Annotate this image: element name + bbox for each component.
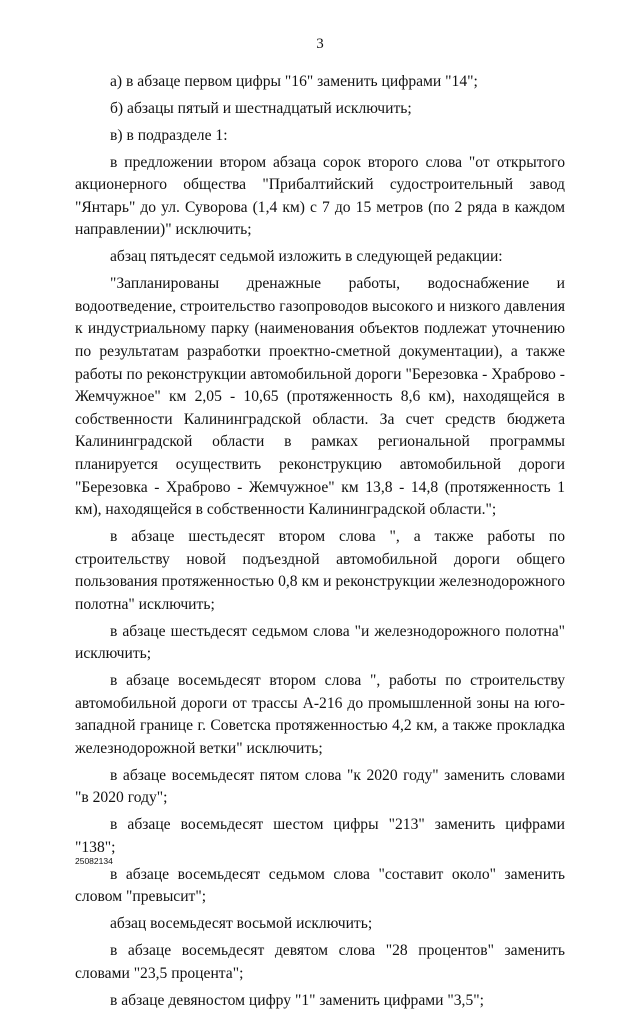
paragraph-88: абзац восемьдесят восьмой исключить; (110, 915, 373, 933)
paragraph-57-new-text: "Запланированы дренажные работы, водоснабжение и водоотведение, строительство газопроводов высокого и низкого давления к индустриальному парку (наименования объектов подлежат уточнению по результатам разработки проектно-сметной документации), а также работы по реконструкции автомобильной дороги "Березовка - Храброво - Жемчужное" км 2,05 - 10,65 (протяженность 8,6 км), находящейся в собственности Калининградской области. За счет средств бюджета Калининградской области в рамках региональной программы планируется осуществить реконструкцию автомобильной дороги "Березовка - Храброво - Жемчужное" км 13,8 - 14,8 (протяженность 1 км), находящейся в собственности Калининградской области."; (75, 275, 565, 519)
paragraph-57-intro: абзац пятьдесят седьмой изложить в следующей редакции: (110, 248, 503, 266)
paragraph-b: б) абзацы пятый и шестнадцатый исключить; (110, 99, 412, 117)
page-number: 3 (316, 36, 324, 52)
paragraph-87: в абзаце восемьдесят седьмом слова "составит около" заменить словом "превысит"; (75, 865, 565, 906)
document-body (75, 71, 565, 1017)
paragraph-v: в) в подразделе 1: (110, 126, 228, 144)
paragraph-86: в абзаце восемьдесят шестом цифры "213" заменить цифрами "138"; (75, 816, 565, 856)
paragraph-89: в абзаце восемьдесят девятом слова "28 процентов" заменить словами "23,5 процента"; (75, 942, 565, 982)
paragraph-62: в абзаце шестьдесят втором слова ", а также работы по строительству новой подъездной автомобильной дороги общего пользования протяженностью 0,8 км и реконструкции железнодорожного полотна" исключить; (75, 528, 565, 613)
paragraph-42: в предложении втором абзаца сорок второго слова "от открытого акционерного общества "Прибалтийский судостроительный завод "Янтарь" до ул. Суворова (1,4 км) с 7 до 15 метров (по 2 ряда в каждом направлении)" исключить; (75, 153, 565, 239)
paragraph-82: в абзаце восемьдесят втором слова ", работы по строительству автомобильной дороги от трассы А-216 до промышленной зоны на юго-западной границе г. Советска протяженностью 4,2 км, а также прокладка железнодорожной ветки" исключить; (75, 672, 565, 757)
paragraph-85: в абзаце восемьдесят пятом слова "к 2020 году" заменить словами "в 2020 году"; (75, 766, 565, 807)
paragraph-a: а) в абзаце первом цифры "16" заменить цифрами "14"; (110, 73, 478, 90)
paragraph-90: в абзаце девяностом цифру "1" заменить цифрами "3,5"; (110, 991, 484, 1009)
document-code: 25082134 (75, 856, 113, 866)
paragraph-67: в абзаце шестьдесят седьмом слова "и железнодорожного полотна" исключить; (75, 622, 565, 663)
